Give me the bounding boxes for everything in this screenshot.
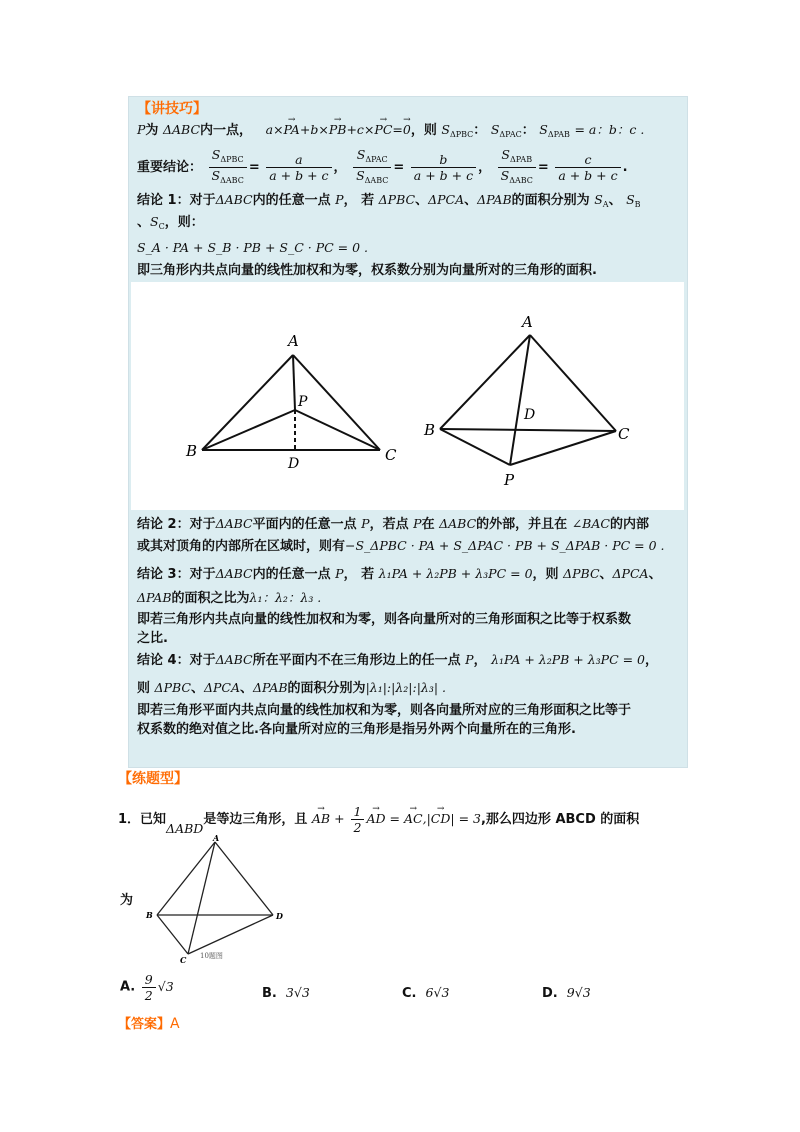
label-a: A [522,313,533,331]
conclusion-3-cont: ΔPAB的面积之比为λ₁：λ₂：λ₃ . [137,590,322,606]
edge-ab [440,335,530,429]
edge-pb [202,410,295,450]
conclusion-2-cont: 或其对顶角的内部所在区域时，则有−S_ΔPBC · PA + S_ΔPAC · PB + S_ΔPAB · PC = 0 . [137,538,665,554]
label-a: A [288,332,299,350]
option-c[interactable]: C. 6√3 [402,985,450,1001]
edge-pc [295,410,380,450]
conclusion-4-cont: 则 ΔPBC、ΔPCA、ΔPAB的面积分别为|λ₁|:|λ₂|:|λ₃| . [137,680,447,696]
edge-ad [215,842,273,915]
conclusion-2: 结论 2：对于ΔABC平面内的任意一点 P，若点 P在 ΔABC的外部，并且在 ∠BAC的内部 [137,516,649,532]
label-b: B [146,910,153,920]
label-d: D [524,407,536,423]
conclusion-3: 结论 3：对于ΔABC内的任意一点 P， 若 λ₁PA + λ₂PB + λ₃PC = 0，则 ΔPBC、ΔPCA、 [137,566,662,582]
label-c: C [618,425,630,443]
conclusion-4-explain1: 即若三角形平面内共点向量的线性加权和为零，则各向量所对应的三角形面积之比等于 [137,703,632,718]
conclusion-4-explain2: 权系数的绝对值之比.各向量所对应的三角形是指另外两个向量所在的三角形. [137,722,576,737]
conclusion-3-explain2: 之比. [137,631,168,646]
edge-ap [510,335,530,465]
important-conclusion: 重要结论： $\frac{S_{\Delta PBC}}{S_{\Delta ABC}}$ = $\frac{a}{a + b + c}$ ， $\frac{S_{\Delta PAC}}{S_{\Delta ABC}}$ = $\frac{b}{a + b + c}$ ， $\frac{S_{\Delta PAB}}{S_{\Delta ABC}}$ = $\frac{c}{a + b + c}$ . [137,147,628,185]
practice-header: 【练题型】 [118,771,188,787]
answer: 【答案】A [118,1016,180,1032]
label-c: C [180,955,187,965]
option-b[interactable]: B. 3√3 [262,985,310,1001]
conclusion-1-cont: 、$S_C$，则： [137,214,204,231]
tips-header: 【讲技巧】 [137,101,207,117]
label-b: B [424,421,436,439]
edge-bc [440,429,616,431]
conclusion-1-formula: S_A · PA + S_B · PB + S_C · PC = 0 . [137,240,368,255]
figure-caption: 10题图 [200,952,223,960]
label-d: D [288,456,300,472]
edge-cd [188,915,273,954]
edge-bc [157,915,188,954]
label-c: C [385,446,397,464]
conclusion-1: 结论 1：对于ΔABC内的任意一点 P， 若 ΔPBC、ΔPCA、ΔPAB的面积分别为 $S_A$、 $S_B$ [137,192,641,209]
label-b: B [186,442,198,460]
question-1-wei: 为 [120,893,134,908]
edge-pc [510,431,616,465]
figure-right [420,305,650,490]
label-p: P [298,394,308,410]
option-d[interactable]: D. 9√3 [542,985,591,1001]
edge-pb [440,429,510,465]
edge-ab [202,355,293,450]
label-d: D [276,911,283,921]
conclusion-1-explain: 即三角形内共点向量的线性加权和为零，权系数分别为向量所对的三角形的面积. [137,263,597,278]
question-1: 1．已知ΔABD是等边三角形，且 → AB + $\frac{1}{2}$ → AD = → AC,|→ CD| = 3,那么四边形 ABCD 的面积 [118,804,639,844]
conclusion-4: 结论 4：对于ΔABC所在平面内不在三角形边上的任一点 P， λ₁PA + λ₂PB + λ₃PC = 0， [137,652,659,668]
question-1-figure [140,832,300,967]
tips-line1: P为 ΔABC内一点， a×→ PA+b×→ PB+c×→ PC=→ 0，则 $S_{\Delta PBC}$： $S_{\Delta PAC}$： $S_{\Delta PAB} = a$：b：c . [137,122,644,143]
option-a[interactable]: A. $\frac{9}{2}$ √3 [120,972,174,1003]
label-a: A [213,833,220,843]
figure-left [180,300,410,480]
edge-pa [293,355,295,410]
label-p: P [504,471,515,489]
conclusion-3-explain1: 即若三角形内共点向量的线性加权和为零，则各向量所对的三角形面积之比等于权系数 [137,612,632,627]
edge-ac [530,335,616,431]
